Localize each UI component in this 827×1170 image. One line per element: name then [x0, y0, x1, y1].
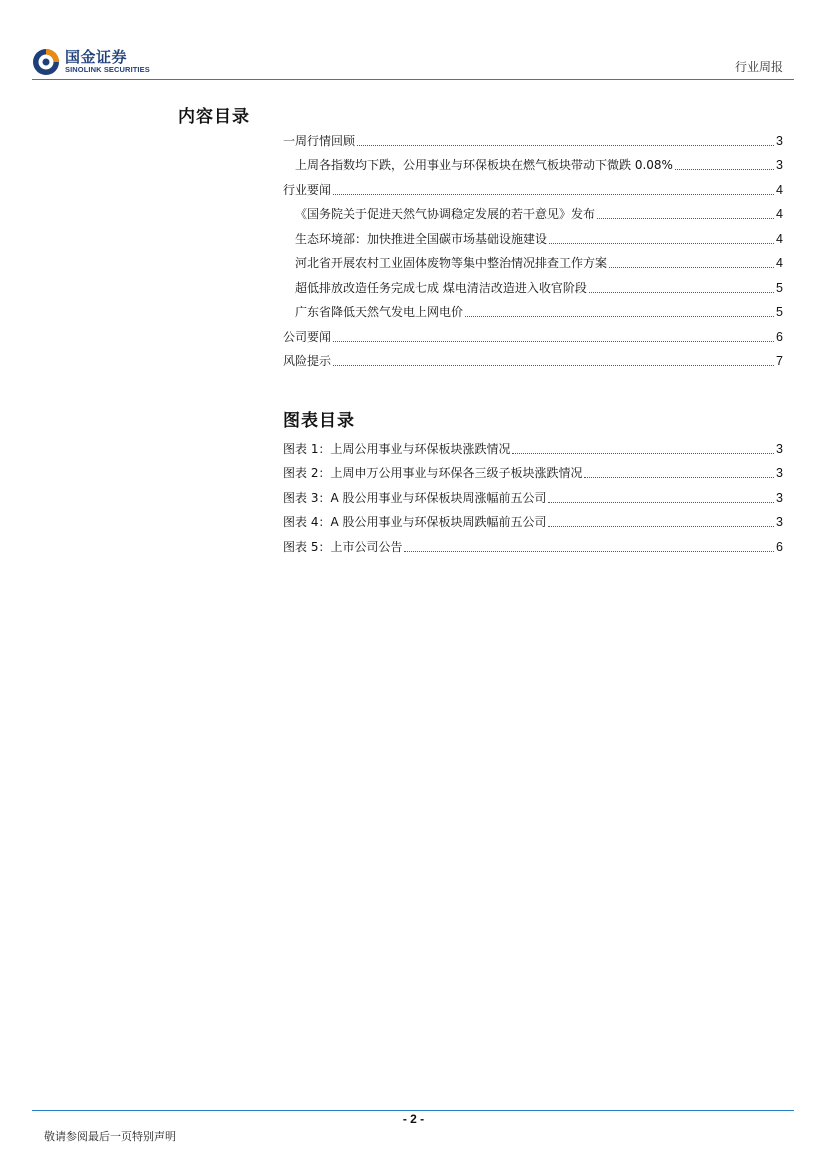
dot-leader [357, 143, 774, 146]
toc-entry-title: 生态环境部：加快推进全国碳市场基础设施建设 [295, 231, 548, 246]
toc-entry-title: 广东省降低天然气发电上网电价 [295, 305, 464, 319]
toc-entry[interactable] [283, 481, 783, 506]
dot-leader [465, 314, 774, 317]
toc-entry-title: 《国务院关于促进天然气协调稳定发展的若干意见》发布 [295, 207, 596, 221]
toc-entry-title: 公司要闻 [283, 329, 332, 344]
logo-chinese-name: 国金证券 [65, 48, 128, 66]
toc-entry[interactable] [283, 345, 783, 370]
sinolink-logo-icon [32, 48, 60, 76]
page-number: - 2 - [402, 1112, 425, 1126]
dot-leader [597, 216, 774, 219]
toc-entry-title: 图表 5：上市公司公告 [283, 539, 403, 554]
toc-page-number: 5 [776, 280, 783, 295]
dot-leader [589, 290, 774, 293]
dot-leader [675, 167, 774, 170]
toc-entry-title: 行业要闻 [283, 182, 332, 197]
dot-leader [584, 475, 774, 478]
dot-leader [333, 192, 774, 195]
toc-entry-title: 风险提示 [283, 354, 332, 368]
toc-page-number: 4 [776, 256, 783, 270]
toc-entry-title: 图表 2：上周申万公用事业与环保各三级子板块涨跌情况 [283, 466, 583, 480]
toc-page-number: 7 [776, 354, 783, 368]
disclaimer-note: 敬请参阅最后一页特别声明 [44, 1130, 176, 1143]
toc-entry-title: 图表 4：A 股公用事业与环保板块周跌幅前五公司 [283, 515, 547, 529]
toc-entry[interactable] [283, 173, 783, 198]
dot-leader [404, 549, 774, 552]
toc-page-number: 3 [776, 158, 783, 172]
toc-page-number: 5 [776, 305, 783, 319]
toc-entry-title: 图表 1：上周公用事业与环保板块涨跌情况 [283, 441, 511, 456]
company-logo [32, 46, 172, 80]
toc-entry[interactable] [283, 432, 783, 457]
dot-leader [512, 451, 774, 454]
toc-page-number: 4 [776, 207, 783, 221]
toc-entry[interactable] [283, 198, 783, 223]
page-header [0, 0, 827, 90]
dot-leader [548, 524, 774, 527]
toc-page-number: 3 [776, 133, 783, 148]
dot-leader [333, 339, 774, 342]
toc-entry[interactable] [283, 457, 783, 482]
toc-entry[interactable] [283, 149, 783, 174]
contents-title: 内容目录 [178, 107, 250, 127]
toc-entry[interactable] [283, 296, 783, 321]
toc-entry-title: 河北省开展农村工业固体废物等集中整治情况排查工作方案 [295, 256, 608, 270]
footer-divider [32, 1110, 794, 1111]
toc-entry[interactable] [283, 124, 783, 149]
toc-page-number: 6 [776, 329, 783, 344]
dot-leader [333, 363, 774, 366]
toc-page-number: 6 [776, 539, 783, 554]
toc-entry[interactable] [283, 222, 783, 247]
toc-page-number: 4 [776, 182, 783, 197]
toc-page-number: 4 [776, 231, 783, 246]
logo-english-name: SINOLINK SECURITIES [65, 65, 150, 74]
toc-entry[interactable] [283, 271, 783, 296]
toc-entry-title: 图表 3：A 股公用事业与环保板块周涨幅前五公司 [283, 490, 547, 505]
dot-leader [609, 265, 774, 268]
toc-page-number: 3 [776, 515, 783, 529]
table-of-contents [283, 124, 783, 369]
toc-entry[interactable] [283, 247, 783, 272]
toc-entry-title: 上周各指数均下跌，公用事业与环保板块在燃气板块带动下微跌 0.08% [295, 158, 673, 172]
toc-entry[interactable] [283, 530, 783, 555]
toc-entry-title: 超低排放改造任务完成七成 煤电清洁改造进入收官阶段 [295, 280, 587, 295]
document-type-label: 行业周报 [734, 60, 783, 74]
figures-title: 图表目录 [283, 411, 355, 431]
toc-entry[interactable] [283, 506, 783, 531]
header-divider [32, 79, 794, 80]
dot-leader [549, 241, 774, 244]
dot-leader [548, 500, 774, 503]
toc-page-number: 3 [776, 466, 783, 480]
toc-page-number: 3 [776, 441, 783, 456]
toc-page-number: 3 [776, 490, 783, 505]
toc-entry-title: 一周行情回顾 [283, 133, 356, 148]
list-of-figures [283, 432, 783, 555]
toc-entry[interactable] [283, 320, 783, 345]
